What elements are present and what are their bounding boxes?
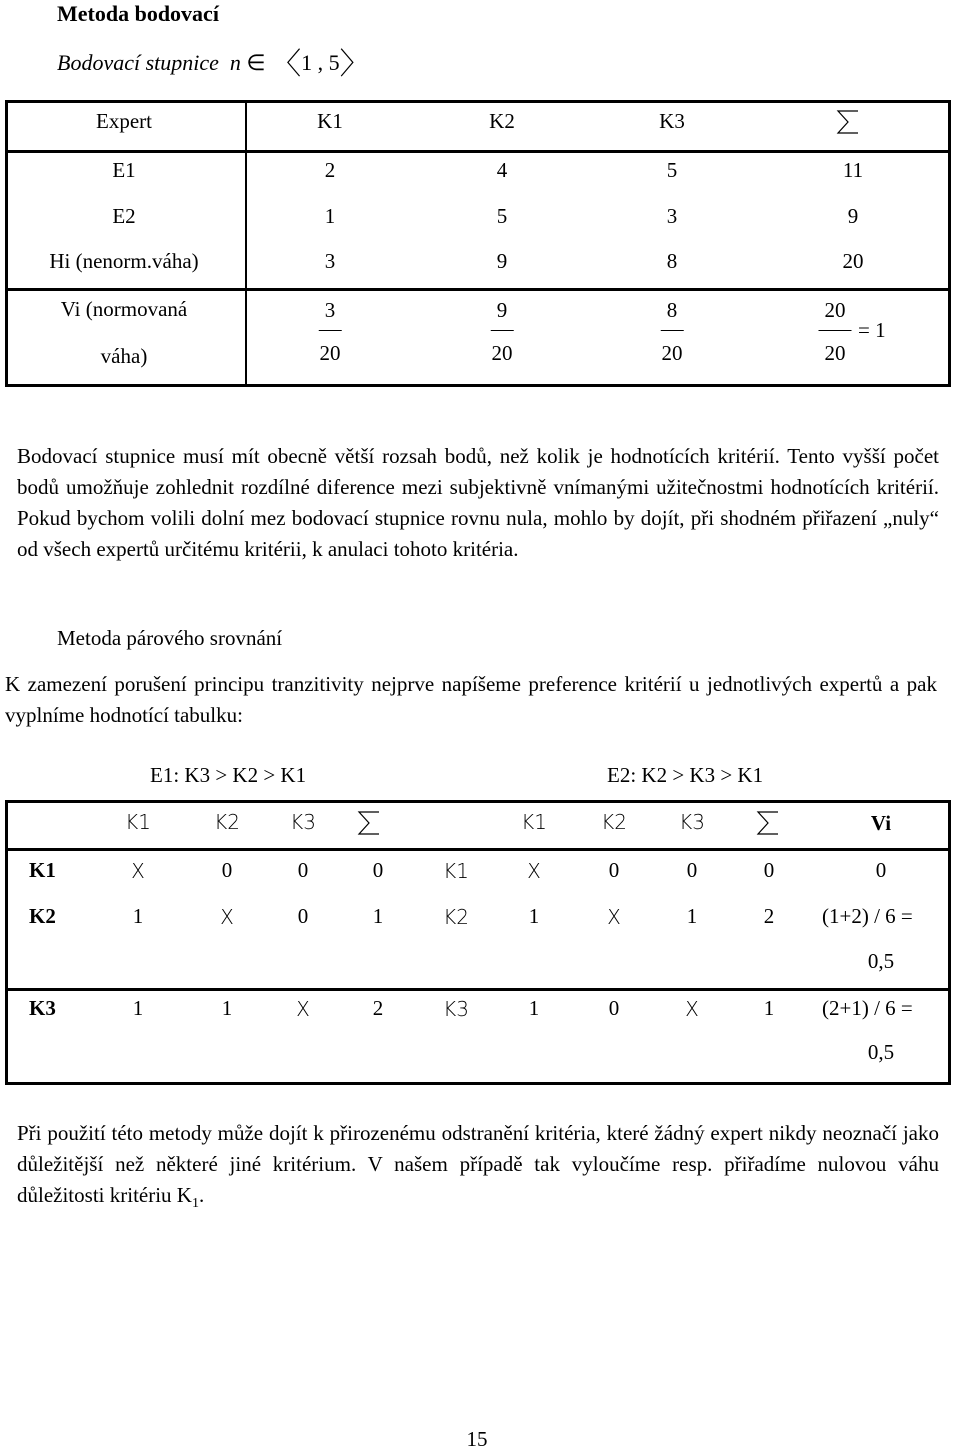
scale-variable: n — [229, 50, 241, 75]
vi-cell: 0 — [875, 858, 887, 882]
table-cell: 9 — [496, 249, 508, 273]
scale-range: 1 , 5 — [301, 50, 340, 75]
row-label-k3: K3 — [29, 996, 56, 1020]
table-cell: 8 — [666, 249, 678, 273]
row-mid-label: K1 — [443, 859, 469, 883]
table-cell: 1 — [132, 904, 144, 928]
table-header-k3: K3 — [659, 109, 685, 133]
table-cell: 0 — [686, 858, 698, 882]
vi-cell: 0,5 — [867, 1040, 895, 1064]
scale-line — [57, 50, 370, 80]
row-mid-label: K2 — [443, 905, 469, 929]
table-cell: 0 — [372, 858, 384, 882]
e1-header-k1: K1 — [125, 810, 151, 834]
scale-label: Bodovací stupnice — [57, 50, 219, 75]
table-divider — [5, 150, 951, 153]
row-label-vi-2: váha) — [100, 344, 148, 368]
fraction-cell: $\frac{20}{20}$ — [819, 300, 852, 364]
row-label-k1: K1 — [29, 858, 56, 882]
paragraph-pairwise-intro: K zamezení porušení principu tranzitivity nejprve napíšeme preference kritérií u jednotlivých expertů a pak vyplníme hodnotící tabulku: — [5, 672, 937, 727]
table-cell: 2 — [763, 904, 775, 928]
table-cell: X — [131, 859, 145, 883]
table-cell: 1 — [221, 996, 233, 1020]
table-cell: X — [296, 997, 310, 1021]
sum-icon — [835, 108, 861, 136]
e1-preference: E1: K3 > K2 > K1 — [150, 763, 307, 787]
e1-header-k3: K3 — [290, 810, 316, 834]
table-divider — [5, 988, 951, 991]
e2-header-k2: K2 — [601, 810, 627, 834]
fraction-cell: $\frac{3}{20}$ — [319, 298, 341, 365]
table-cell: 3 — [666, 204, 678, 228]
sum-icon — [755, 809, 781, 837]
pairwise-table — [5, 800, 951, 1085]
conclusion-text: Při použití této metody může dojít k přirozenému odstranění kritéria, které žádný expert nikdy neoznačí jako důležitější než některé jiné kritérium. V našem případě tak vyloučíme resp. přiřadíme nulovou váhu důležitosti kritériu K — [17, 1121, 939, 1207]
table-cell: 0 — [763, 858, 775, 882]
right-angle-bracket: 〉 — [339, 48, 370, 81]
e2-header-k1: K1 — [521, 810, 547, 834]
row-label-e2: E2 — [112, 204, 136, 228]
section-title-scoring: Metoda bodovací — [57, 1, 219, 26]
subscript-index: 1 — [191, 1196, 199, 1212]
e1-header-k2: K2 — [214, 810, 240, 834]
table-cell: 4 — [496, 158, 508, 182]
table-cell: 0 — [608, 996, 620, 1020]
table-header-k1: K1 — [317, 109, 343, 133]
table-cell: 1 — [763, 996, 775, 1020]
row-label-vi-1: Vi (normovaná — [60, 297, 188, 321]
table-divider — [5, 848, 951, 851]
row-label-hi: Hi (nenorm.váha) — [49, 249, 199, 273]
table-cell: X — [685, 997, 699, 1021]
left-angle-bracket: 〈 — [271, 48, 302, 81]
section-title-pairwise: Metoda párového srovnání — [57, 626, 283, 650]
table-cell: 0 — [221, 858, 233, 882]
table-cell: 0 — [297, 858, 309, 882]
row-label-e1: E1 — [112, 158, 136, 182]
table-cell: 5 — [496, 204, 508, 228]
conclusion-end: . — [198, 1183, 205, 1207]
vi-cell: (2+1) / 6 = — [822, 996, 913, 1020]
table-cell: 1 — [686, 904, 698, 928]
table-cell: 1 — [528, 996, 540, 1020]
table-cell: X — [220, 905, 234, 929]
sum-icon — [356, 809, 382, 837]
row-mid-label: K3 — [443, 997, 469, 1021]
table-cell: X — [527, 859, 541, 883]
table-cell: X — [607, 905, 621, 929]
table-cell: 1 — [372, 904, 384, 928]
paragraph-conclusion — [17, 1118, 939, 1219]
table-cell: 3 — [324, 249, 336, 273]
table-divider — [5, 288, 951, 291]
table-cell: 0 — [297, 904, 309, 928]
table-cell: 2 — [372, 996, 384, 1020]
e2-header-k3: K3 — [679, 810, 705, 834]
element-of-symbol: ∈ — [246, 50, 266, 75]
table-cell: 20 — [842, 249, 864, 273]
table-cell: 2 — [324, 158, 336, 182]
table-cell: 11 — [842, 158, 864, 182]
e2-preference: E2: K2 > K3 > K1 — [607, 763, 764, 787]
table-cell: 1 — [132, 996, 144, 1020]
vi-cell: 0,5 — [867, 949, 895, 973]
fraction-cell: $\frac{9}{20}$ — [491, 298, 513, 365]
page-number: 15 — [466, 1427, 488, 1451]
equals-one: = 1 — [858, 318, 886, 342]
paragraph-scoring-explanation: Bodovací stupnice musí mít obecně větší rozsah bodů, než kolik je hodnotících kritérií. Tento vyšší počet bodů umožňuje zohlednit rozdílné diference mezi subjektivně vnímanými užitečnostmi hodnotících kritérií. Pokud bychom volili dolní mez bodovací stupnice rovnu nula, mohlo by dojít, při shodném přiřazení „nuly“ od všech expertů určitému kritérii, k anulaci tohoto kritéria. — [17, 444, 939, 561]
vi-header: Vi — [870, 811, 892, 835]
table-cell: 0 — [608, 858, 620, 882]
table-header-k2: K2 — [489, 109, 515, 133]
table-cell: 1 — [324, 204, 336, 228]
table-cell: 5 — [666, 158, 678, 182]
table-header-expert: Expert — [96, 109, 152, 133]
table-divider — [245, 100, 247, 387]
vi-cell: (1+2) / 6 = — [822, 904, 913, 928]
fraction-cell: $\frac{8}{20}$ — [661, 298, 683, 365]
table-cell: 1 — [528, 904, 540, 928]
row-label-k2: K2 — [29, 904, 56, 928]
table-cell: 9 — [847, 204, 859, 228]
